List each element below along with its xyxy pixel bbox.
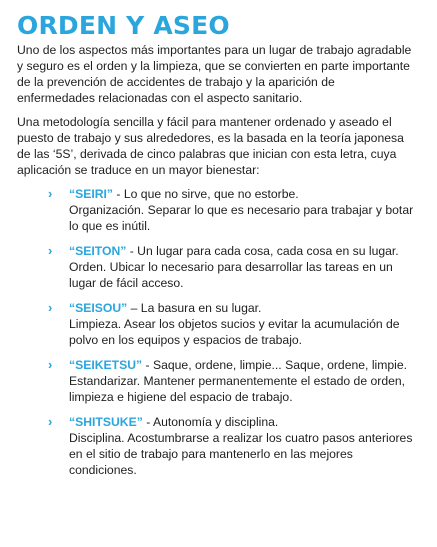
chevron-right-icon: › [48,186,53,201]
item-term: “SEIKETSU” [69,358,143,372]
list-item-seiton [17,243,415,291]
chevron-right-icon: › [48,414,53,429]
chevron-right-icon: › [48,243,53,258]
method-paragraph: Una metodología sencilla y fácil para mantener ordenado y aseado el puesto de trabajo y sus alrededores, es la basada en la teoría japonesa de las ‘5S’, derivada de cinco palabras que inician con esta letra, cuya aplicación se traduce en un mayor bienestar: [17,115,404,177]
item-detail: Orden. Ubicar lo necesario para desarrollar las tareas en un lugar de fácil acceso. [69,260,393,290]
item-headline: - Autonomía y disciplina. [142,415,279,429]
list-item-seisou [17,300,415,348]
chevron-right-icon: › [48,357,53,372]
item-term: “SEITON” [69,244,127,258]
item-detail: Limpieza. Asear los objetos sucios y evitar la acumulación de polvo en los equipos y espacios de trabajo. [69,317,400,347]
item-term: “SEISOU” [69,301,128,315]
item-headline: - Lo que no sirve, que no estorbe. [113,187,299,201]
item-detail: Estandarizar. Mantener permanentemente el estado de orden, limpieza e higiene del espacio de trabajo. [69,374,406,404]
item-term: “SEIRI” [69,187,114,201]
page-title: ORDEN Y ASEO [17,11,230,40]
list-item-seiketsu [17,357,415,405]
item-term: “SHITSUKE” [69,415,143,429]
list-item-shitsuke [17,414,415,478]
item-headline: – La basura en su lugar. [127,301,262,315]
item-detail: Disciplina. Acostumbrarse a realizar los cuatro pasos anteriores en el sitio de trabajo para mantenerlo en las mejores condiciones. [69,431,413,477]
list-item-seiri [17,186,415,234]
intro-paragraph: Uno de los aspectos más importantes para un lugar de trabajo agradable y seguro es el orden y la limpieza, que se convierten en parte importante de la prevención de accidentes de trabajo y la aparición de enfermedades relacionadas con el aspecto sanitario. [17,43,412,105]
item-detail: Organización. Separar lo que es necesario para trabajar y botar lo que es inútil. [69,203,414,233]
chevron-right-icon: › [48,300,53,315]
five-s-list [17,186,415,478]
item-headline: - Saque, ordene, limpie... Saque, ordene, limpie. [142,358,408,372]
item-headline: - Un lugar para cada cosa, cada cosa en su lugar. [126,244,399,258]
